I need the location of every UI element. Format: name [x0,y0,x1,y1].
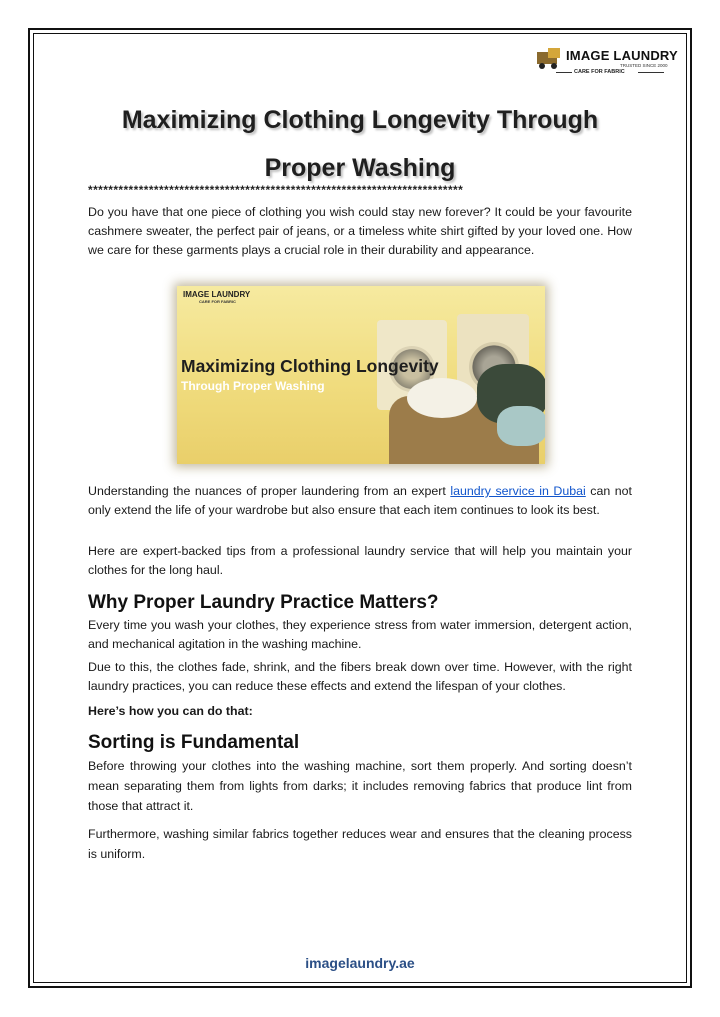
hero-subtitle: Through Proper Washing [181,379,325,393]
separator-stars: ************************************************************************** [88,183,464,197]
paragraph-fade: Due to this, the clothes fade, shrink, and the fibers break down over time. However, with the right laundry practices, you can reduce these effects and extend the lifespan of your clothes. [88,660,632,693]
para2-before: Understanding the nuances of proper laundering from an expert [88,484,451,498]
logo-slogan: CARE FOR FABRIC [574,69,625,75]
logo-divider-left [556,72,572,73]
hero-title: Maximizing Clothing Longevity [181,356,439,376]
hero-logo: IMAGE LAUNDRY [183,290,251,299]
paragraph-sorting: Before throwing your clothes into the washing machine, sort them properly. And sorting doesn’t mean separating them from lights from darks; it includes removing fabrics that produce lint from those that attract it. [88,759,632,813]
how-you-can-line: Here’s how you can do that: [88,704,253,718]
page-title: Maximizing Clothing Longevity Through Proper Washing [121,106,599,182]
hero-logo-sub: CARE FOR FABRIC [199,299,236,304]
para2-after: can not only extend the life of your wardrobe but also ensure that each item continues to look its best. [88,484,632,517]
logo-tagline: TRUSTED SINCE 2000 [620,63,668,68]
cloth-teal [497,406,545,446]
paragraph-expert-tips: Here are expert-backed tips from a professional laundry service that will help you maintain your clothes for the long haul. [88,544,632,577]
paragraph-stress: Every time you wash your clothes, they experience stress from water immersion, detergent action, and mechanical agitation in the washing machine. [88,618,632,651]
intro-paragraph: Do you have that one piece of clothing you wish could stay new forever? It could be your favourite cashmere sweater, the perfect pair of jeans, or a timeless white shirt gifted by your loved one. How we care for these garments plays a crucial role in their durability and appearance. [88,205,632,257]
heading-why-proper: Why Proper Laundry Practice Matters? [88,592,439,613]
logo-brand: IMAGE LAUNDRY [566,48,678,63]
paragraph-laundry-service [88,482,632,520]
company-logo [534,40,678,80]
laundry-service-link[interactable]: laundry service in Dubai [450,484,586,498]
paragraph-similar-fabrics: Furthermore, washing similar fabrics together reduces wear and ensures that the cleaning process is uniform. [88,827,632,861]
logo-truck-icon [534,42,564,72]
footer-website[interactable]: imagelaundry.ae [305,955,415,971]
cloth-white [407,378,477,418]
hero-image [177,286,545,464]
logo-divider-right [638,72,664,73]
heading-sorting: Sorting is Fundamental [88,732,300,753]
